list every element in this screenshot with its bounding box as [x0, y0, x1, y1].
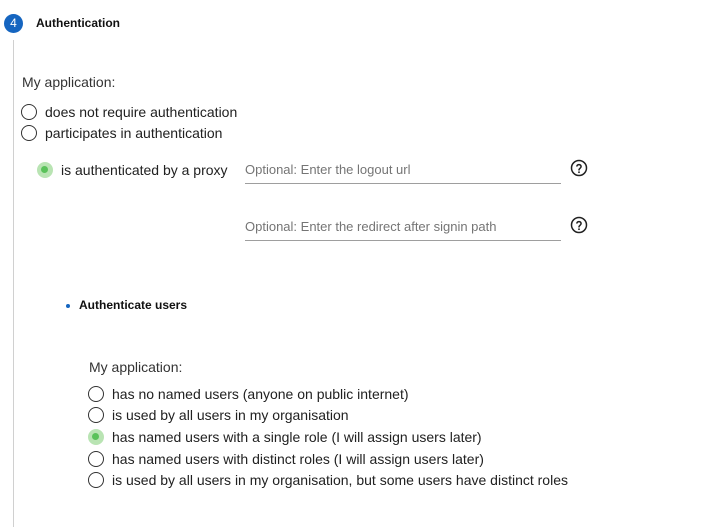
help-icon[interactable]: [570, 159, 588, 177]
users-option-label: is used by all users in my organisation, but some users have distinct roles: [112, 472, 568, 488]
auth-option-no-auth[interactable]: [21, 104, 237, 120]
users-section-title: Authenticate users: [79, 298, 188, 312]
auth-option-label: does not require authentication: [45, 104, 238, 120]
radio-button[interactable]: [88, 407, 104, 423]
users-option-label: has named users with distinct roles (I will assign users later): [112, 451, 484, 467]
radio-button-selected[interactable]: [37, 162, 53, 178]
users-option-org-distinct[interactable]: [88, 472, 568, 488]
users-label: My application:: [89, 359, 183, 375]
auth-label: My application:: [22, 74, 116, 90]
users-option-single-role[interactable]: [88, 429, 482, 445]
radio-button-selected[interactable]: [88, 429, 104, 445]
logout-url-input[interactable]: [245, 162, 561, 184]
auth-option-proxy[interactable]: [37, 162, 228, 178]
users-option-all-org[interactable]: [88, 407, 349, 423]
redirect-path-input[interactable]: [245, 219, 561, 241]
auth-option-label: is authenticated by a proxy: [61, 162, 228, 178]
step-connector-line: [13, 40, 14, 527]
auth-option-label: participates in authentication: [45, 125, 223, 141]
radio-button[interactable]: [21, 125, 37, 141]
radio-button[interactable]: [88, 451, 104, 467]
step-title: Authentication: [36, 16, 120, 30]
users-option-label: has no named users (anyone on public internet): [112, 386, 409, 402]
help-icon[interactable]: [570, 216, 588, 234]
users-option-distinct-roles[interactable]: [88, 451, 484, 467]
users-option-label: has named users with a single role (I will assign users later): [112, 429, 482, 445]
auth-option-participates[interactable]: [21, 125, 222, 141]
users-option-label: is used by all users in my organisation: [112, 407, 349, 423]
radio-button[interactable]: [21, 104, 37, 120]
radio-button[interactable]: [88, 472, 104, 488]
users-option-public[interactable]: [88, 386, 409, 402]
step-number-badge: 4: [4, 14, 23, 33]
bullet-icon: [66, 304, 70, 308]
radio-button[interactable]: [88, 386, 104, 402]
